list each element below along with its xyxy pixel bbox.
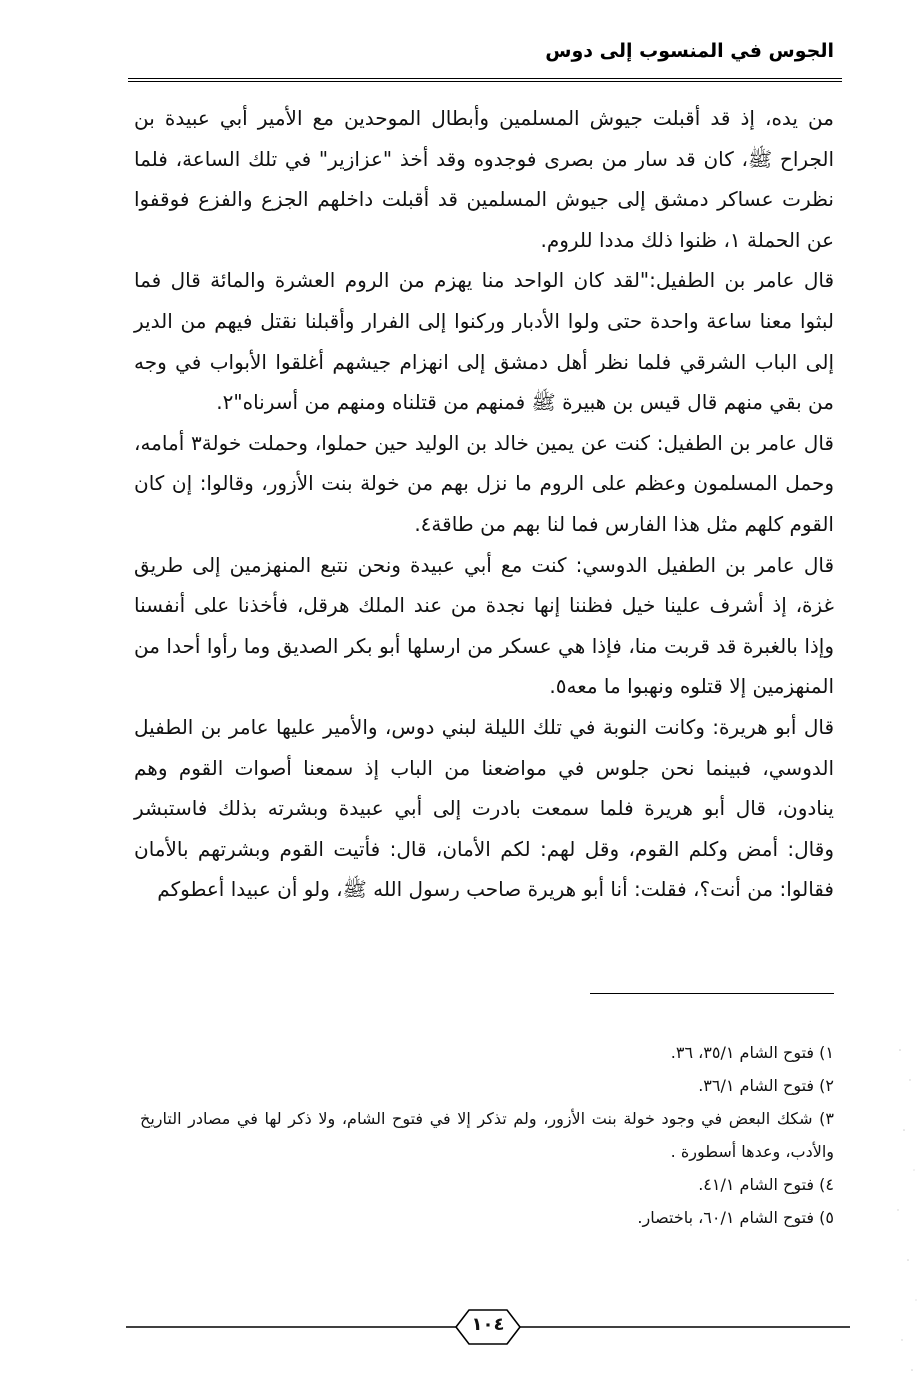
header-double-rule [128,78,842,82]
footnote-3: ٣) شكك البعض في وجود خولة بنت الأزور، ولم تذكر إلا في فتوح الشام، ولا ذكر لها في مصادر التاريخ والأدب، وعدها أسطورة . [140,1109,834,1161]
scan-edge-speckle [892,1040,922,1390]
body-text [134,98,834,910]
footnotes [140,1036,834,1234]
running-header-title: الجوس في المنسوب إلى دوس [545,40,834,62]
body-paragraph-5: قال أبو هريرة: وكانت النوبة في تلك الليلة لبني دوس، والأمير عليها عامر بن الطفيل الدوسي، فبينما نحن جلوس في مواضعنا من الباب إذ سمعنا أصوات القوم وهم ينادون، قال أبو هريرة فلما سمعت بادرت إلى أبي عبيدة وبشرته بذلك فاستبشر وقال: أمض وكلم القوم، وقل لهم: لكم الأمان، قال: فأتيت القوم وبشرتهم بالأمان فقالوا: من أنت؟، فقلت: أنا أبو هريرة صاحب رسول الله ﷺ، ولو أن عبيدا أعطوكم [134,714,834,902]
footnote-5: ٥) فتوح الشام ٦٠/١، باختصار. [637,1208,834,1227]
footnote-1: ١) فتوح الشام ٣٥/١، ٣٦. [670,1043,834,1062]
body-paragraph-2: قال عامر بن الطفيل:"لقد كان الواحد منا يهزم من الروم العشرة والمائة قال فما لبثوا معنا ساعة واحدة حتى ولوا الأدبار وركنوا إلى الفرار وأقبلنا نقتل فيهم من الدير إلى الباب الشرقي فلما نظر أهل دمشق إلى انهزام جيشهم أغلقوا الأبواب في وجه من بقي منهم قال قيس بن هبيرة ﷺ فمنهم من قتلناه ومنهم من أسرناه"٢. [134,268,834,415]
body-paragraph-3: قال عامر بن الطفيل: كنت عن يمين خالد بن الوليد حين حملوا، وحملت خولة٣ أمامه، وحمل المسلمون وعظم على الروم ما نزل بهم من خولة بنت الأزور، وقالوا: إن كان القوم كلهم مثل هذا الفارس فما لنا بهم من طاقة٤. [134,430,834,536]
page-footer [126,1306,850,1350]
body-paragraph-1: من يده، إذ قد أقبلت جيوش المسلمين وأبطال الموحدين مع الأمير أبي عبيدة بن الجراح ﷺ، كان قد سار من بصرى فوجدوه وقد أخذ "عزازير" في تلك الساعة، فلما نظرت عساكر دمشق إلى جيوش المسلمين قد أقبلت داخلهم الجزع والفزع فوقفوا عن الحملة ١، ظنوا ذلك مددا للروم. [134,106,834,252]
footnote-separator [590,993,834,994]
footnote-2: ٢) فتوح الشام ٣٦/١. [698,1076,834,1095]
body-paragraph-4: قال عامر بن الطفيل الدوسي: كنت مع أبي عبيدة ونحن نتبع المنهزمين إلى طريق غزة، إذ أشرف علينا خيل فظننا إنها نجدة من عند الملك هرقل، فأخذنا على أنفسنا وإذا بالغبرة قد قربت منا، فإذا هي عسكر من ارسلها أبو بكر الصديق وما رأوا أحدا من المنهزمين إلا قتلوه ونهبوا ما معه٥. [134,552,834,699]
page-number: ١٠٤ [471,1314,505,1335]
footnote-4: ٤) فتوح الشام ٤١/١. [698,1175,834,1194]
